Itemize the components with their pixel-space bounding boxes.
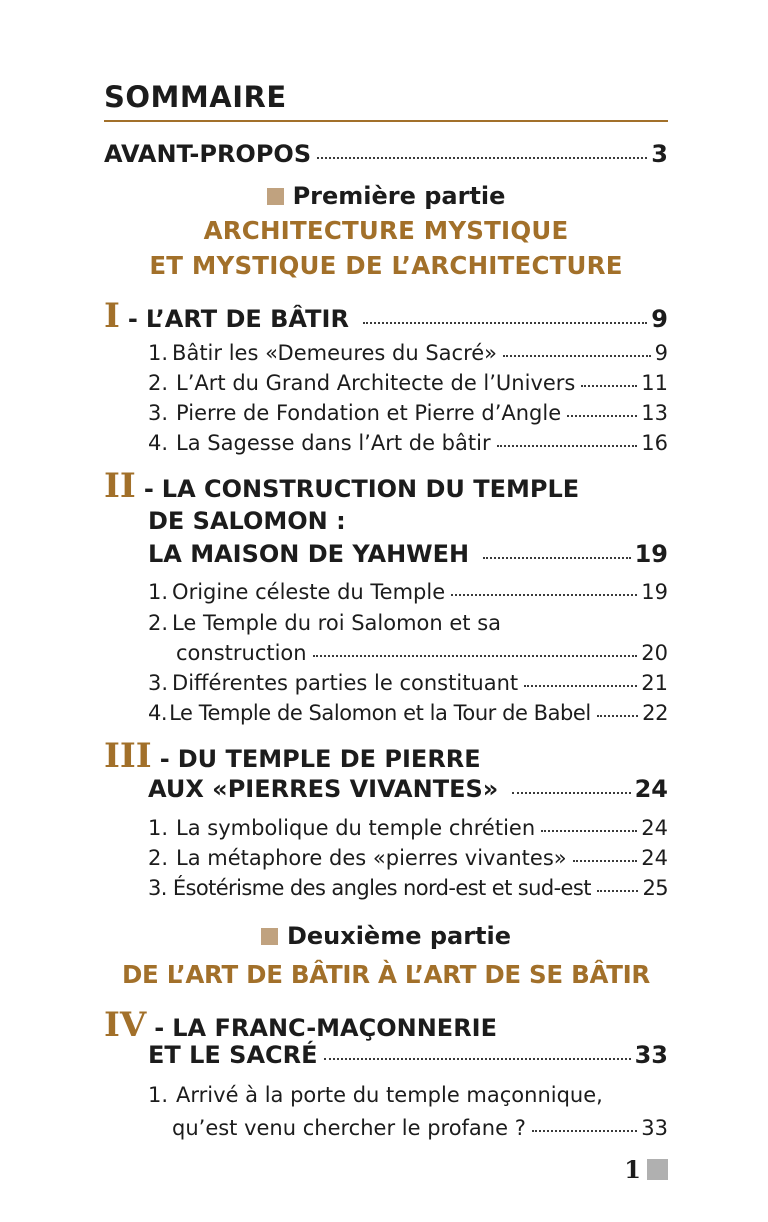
dot-leader bbox=[541, 830, 637, 832]
chapter-numeral: I bbox=[104, 296, 120, 336]
toc-item[interactable]: 2. L’Art du Grand Architecte de l’Univers 11 bbox=[148, 371, 668, 395]
page-number: 1 bbox=[624, 1155, 668, 1184]
chapter-title: LA FRANC-MAÇONNERIE bbox=[172, 1014, 497, 1042]
dot-leader bbox=[363, 322, 647, 324]
chapter-4-title-line-2[interactable]: ET LE SACRÉ 33 bbox=[148, 1041, 668, 1069]
square-bullet-icon bbox=[267, 188, 284, 205]
dot-leader bbox=[597, 890, 639, 892]
dot-leader bbox=[313, 655, 638, 657]
part-title-line-1: ARCHITECTURE MYSTIQUE bbox=[203, 216, 569, 245]
toc-item[interactable]: 1. Origine céleste du Temple 19 bbox=[148, 580, 668, 604]
part-title-line-2: ET MYSTIQUE DE L’ARCHITECTURE bbox=[149, 251, 623, 280]
part-title: DE L’ART DE BÂTIR À L’ART DE SE BÂTIR bbox=[122, 960, 650, 989]
chapter-page: 9 bbox=[651, 305, 668, 333]
entry-title: AVANT-PROPOS bbox=[104, 140, 312, 168]
toc-item[interactable]: 1. La symbolique du temple chrétien 24 bbox=[148, 816, 668, 840]
dot-leader bbox=[503, 355, 651, 357]
chapter-page: 33 bbox=[634, 1041, 668, 1069]
chapter-numeral: IV bbox=[104, 1005, 147, 1045]
chapter-title: LA CONSTRUCTION DU TEMPLE bbox=[161, 475, 580, 503]
dot-leader bbox=[567, 415, 637, 417]
chapter-numeral: III bbox=[104, 736, 152, 776]
chapter-page: 19 bbox=[634, 540, 668, 568]
dot-leader bbox=[324, 1058, 631, 1060]
title-rule bbox=[104, 120, 668, 122]
dot-leader bbox=[573, 860, 638, 862]
toc-item[interactable]: 2. La métaphore des «pierres vivantes» 24 bbox=[148, 846, 668, 870]
dot-leader bbox=[483, 557, 630, 559]
chapter-3-heading[interactable]: III - DU TEMPLE DE PIERRE bbox=[104, 736, 481, 776]
toc-item[interactable]: 3. Pierre de Fondation et Pierre d’Angle 13 bbox=[148, 401, 668, 425]
dot-leader bbox=[524, 685, 637, 687]
dot-leader bbox=[451, 594, 637, 596]
chapter-title: DU TEMPLE DE PIERRE bbox=[177, 745, 481, 773]
dot-leader bbox=[317, 157, 647, 159]
chapter-title: L’ART DE BÂTIR bbox=[145, 305, 349, 333]
chapter-numeral: II bbox=[104, 466, 136, 506]
dot-leader bbox=[581, 385, 637, 387]
page-marker-icon bbox=[647, 1159, 668, 1180]
part-heading-2: Deuxième partie bbox=[104, 922, 668, 950]
chapter-2-title-line-3[interactable]: LA MAISON DE YAHWEH 19 bbox=[148, 540, 668, 568]
toc-item[interactable]: 3. Ésotérisme des angles nord-est et sud-est 25 bbox=[148, 876, 668, 900]
square-bullet-icon bbox=[261, 928, 278, 945]
dot-leader bbox=[512, 792, 630, 794]
toc-item-continued[interactable]: qu’est venu chercher le profane ? 33 bbox=[172, 1116, 668, 1140]
toc-entry-avant-propos[interactable] bbox=[104, 140, 668, 168]
chapter-1-heading[interactable]: I - L’ART DE BÂTIR 9 bbox=[104, 296, 668, 336]
chapter-page: 24 bbox=[634, 775, 668, 803]
chapter-4-heading[interactable]: IV - LA FRANC-MAÇONNERIE bbox=[104, 1005, 497, 1045]
toc-item[interactable]: 3. Différentes parties le constituant 21 bbox=[148, 671, 668, 695]
dot-leader bbox=[597, 715, 638, 717]
entry-page: 3 bbox=[651, 140, 668, 168]
toc-item[interactable]: 2. Le Temple du roi Salomon et sa bbox=[148, 611, 502, 635]
page-title: SOMMAIRE bbox=[104, 80, 287, 114]
dot-leader bbox=[532, 1130, 637, 1132]
chapter-2-title-line-2[interactable]: DE SALOMON : bbox=[148, 507, 346, 535]
toc-item[interactable]: 1. Bâtir les «Demeures du Sacré» 9 bbox=[148, 341, 668, 365]
toc-item[interactable]: 4. La Sagesse dans l’Art de bâtir 16 bbox=[148, 431, 668, 455]
dot-leader bbox=[497, 445, 638, 447]
toc-item[interactable]: 1. Arrivé à la porte du temple maçonnique, bbox=[148, 1083, 603, 1107]
toc-item[interactable]: 4. Le Temple de Salomon et la Tour de Babel 22 bbox=[148, 701, 668, 725]
chapter-2-heading[interactable]: II - LA CONSTRUCTION DU TEMPLE bbox=[104, 466, 580, 506]
toc-item-continued[interactable]: construction 20 bbox=[176, 641, 668, 665]
part-heading-1: Première partie bbox=[104, 182, 668, 210]
chapter-3-title-line-2[interactable]: AUX «PIERRES VIVANTES» 24 bbox=[148, 775, 668, 803]
table-of-contents bbox=[104, 0, 668, 1222]
